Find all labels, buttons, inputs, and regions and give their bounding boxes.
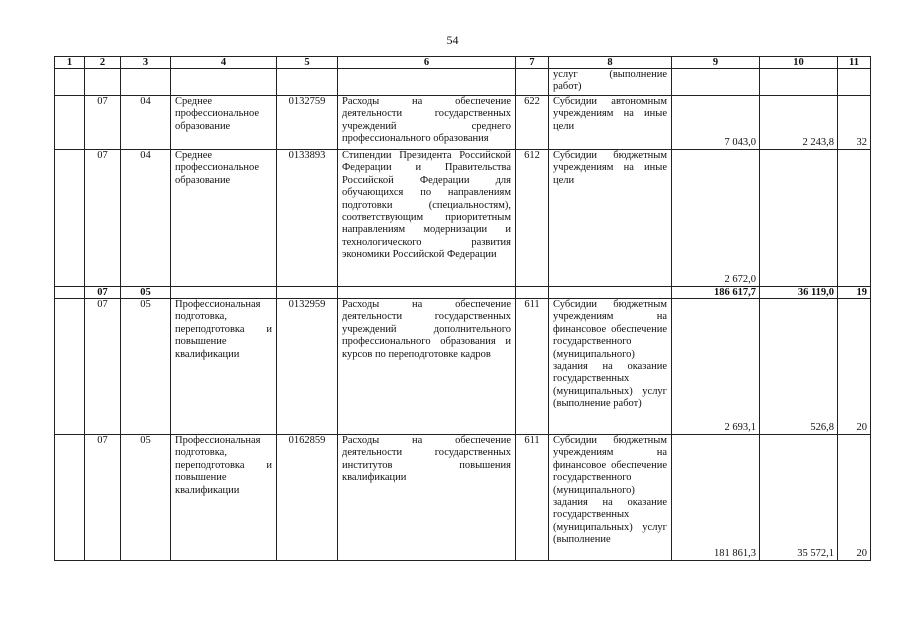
section-code: 07 <box>85 435 121 561</box>
subtotal-col10: 36 119,0 <box>760 287 838 299</box>
header-cell: 3 <box>121 57 171 69</box>
section-code: 07 <box>85 299 121 435</box>
expense-type: услуг (выполнение работ) <box>549 69 672 96</box>
amount-col10: 2 243,8 <box>760 96 838 150</box>
subsection-code: 05 <box>121 287 171 299</box>
section-name: Профессиональная подготовка, переподготовка и повышение квалификации <box>171 435 277 561</box>
amount-col9: 7 043,0 <box>672 96 760 150</box>
table-row <box>55 299 871 435</box>
subsection-code: 05 <box>121 299 171 435</box>
amount-col10: 526,8 <box>760 299 838 435</box>
section-code: 07 <box>85 150 121 287</box>
subsection-code: 05 <box>121 435 171 561</box>
page-number: 54 <box>446 33 459 47</box>
budget-table <box>54 56 871 561</box>
article-name: Расходы на обеспечение деятельности государственных учреждений среднего профессионального образования <box>338 96 516 150</box>
header-cell: 7 <box>516 57 549 69</box>
subsection-code: 04 <box>121 150 171 287</box>
expense-type: Субсидии бюджетным учреждениям на финансовое обеспечение государственного (муниципального) задания на оказание государственных (муниципальных) услуг (выполнение работ) <box>549 299 672 435</box>
header-cell: 6 <box>338 57 516 69</box>
subtotal-col11: 19 <box>838 287 871 299</box>
value-col11 <box>838 150 871 287</box>
expense-code: 612 <box>516 150 549 287</box>
amount-col10: 35 572,1 <box>760 435 838 561</box>
value-col11: 20 <box>838 299 871 435</box>
table-row <box>55 435 871 561</box>
value-col11: 20 <box>838 435 871 561</box>
header-cell: 4 <box>171 57 277 69</box>
table-row <box>55 150 871 287</box>
amount-col9: 181 861,3 <box>672 435 760 561</box>
header-cell: 8 <box>549 57 672 69</box>
section-code: 07 <box>85 287 121 299</box>
expense-type: Субсидии автономным учреждениям на иные цели <box>549 96 672 150</box>
table-row <box>55 96 871 150</box>
expense-type: Субсидии бюджетным учреждениям на финансовое обеспечение государственного (муниципального) задания на оказание государственных (муниципальных) услуг (выполнение <box>549 435 672 561</box>
amount-col9: 2 693,1 <box>672 299 760 435</box>
amount-col10 <box>760 150 838 287</box>
value-col11: 32 <box>838 96 871 150</box>
section-name: Профессиональная подготовка, переподготовка и повышение квалификации <box>171 299 277 435</box>
section-name: Среднее профессиональное образование <box>171 96 277 150</box>
section-code: 07 <box>85 96 121 150</box>
header-cell: 9 <box>672 57 760 69</box>
target-article: 0132959 <box>277 299 338 435</box>
article-name: Расходы на обеспечение деятельности государственных учреждений дополнительного профессионального образования и курсов по переподготовке кадров <box>338 299 516 435</box>
continuation-row <box>55 69 871 96</box>
expense-code: 611 <box>516 299 549 435</box>
header-cell: 2 <box>85 57 121 69</box>
subtotal-row <box>55 287 871 299</box>
section-name: Среднее профессиональное образование <box>171 150 277 287</box>
article-name: Расходы на обеспечение деятельности государственных институтов повышения квалификации <box>338 435 516 561</box>
amount-col9: 2 672,0 <box>672 150 760 287</box>
article-name: Стипендии Президента Российской Федерации и Правительства Российской Федерации для обучающихся по направлениям подготовки (специальностям), соответствующим приоритетным направлениям модернизации и технологического развития экономики Российской Федерации <box>338 150 516 287</box>
target-article: 0133893 <box>277 150 338 287</box>
expense-code: 611 <box>516 435 549 561</box>
header-cell: 11 <box>838 57 871 69</box>
header-cell: 1 <box>55 57 85 69</box>
target-article: 0162859 <box>277 435 338 561</box>
target-article: 0132759 <box>277 96 338 150</box>
header-cell: 10 <box>760 57 838 69</box>
header-cell: 5 <box>277 57 338 69</box>
subtotal-col9: 186 617,7 <box>672 287 760 299</box>
expense-type: Субсидии бюджетным учреждениям на иные цели <box>549 150 672 287</box>
header-row <box>55 57 871 69</box>
expense-code: 622 <box>516 96 549 150</box>
subsection-code: 04 <box>121 96 171 150</box>
